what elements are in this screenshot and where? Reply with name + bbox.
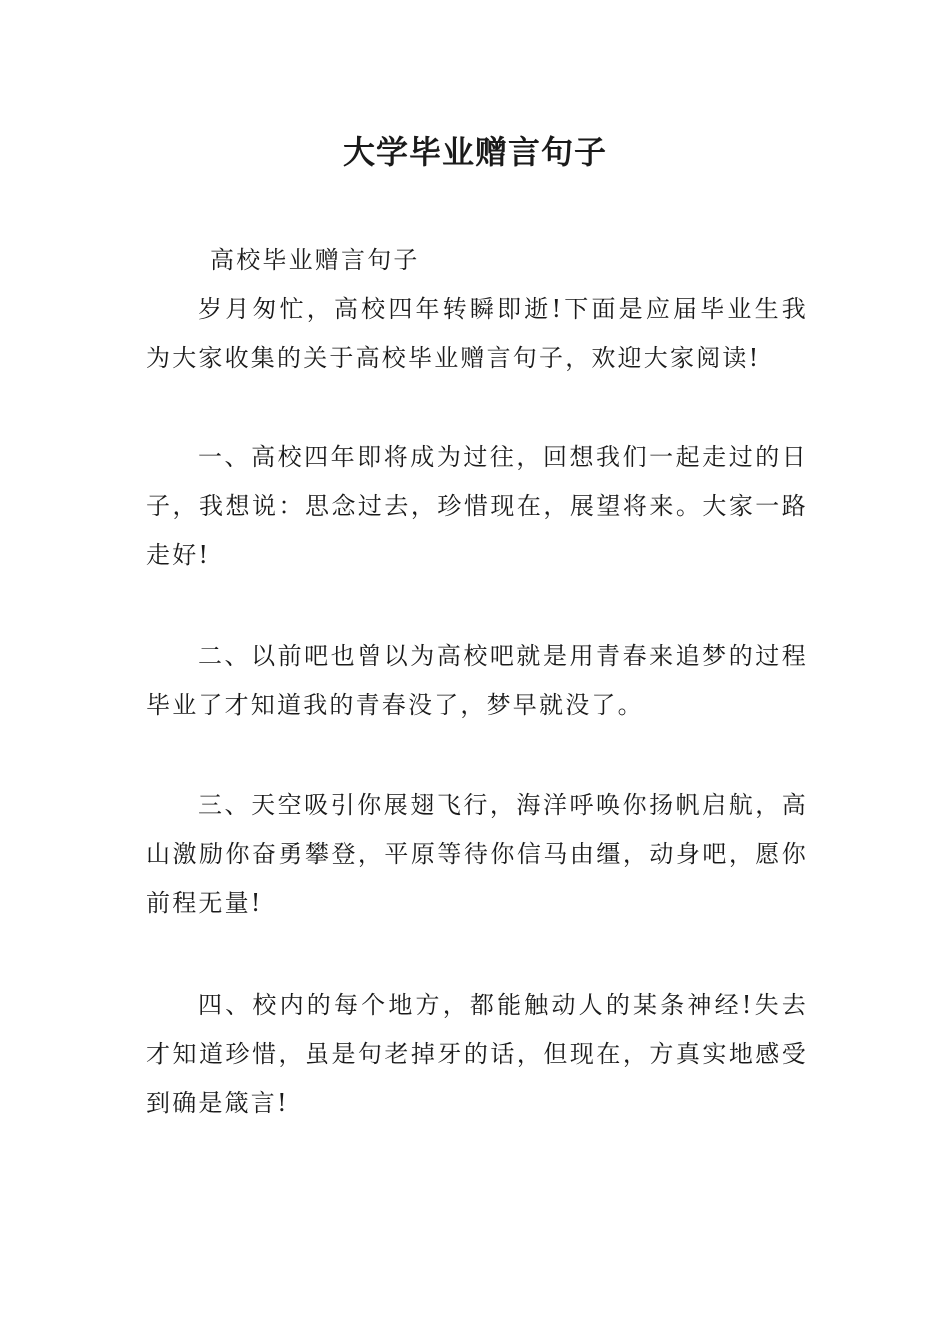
intro-paragraph: 岁月匆忙，高校四年转瞬即逝!下面是应届毕业生我为大家收集的关于高校毕业赠言句子，欢迎大家阅读! bbox=[146, 295, 808, 372]
page-title: 大学毕业赠言句子 bbox=[342, 133, 607, 171]
paragraph-3: 三、天空吸引你展翅飞行，海洋呼唤你扬帆启航，高山激励你奋勇攀登，平原等待你信马由缰，动身吧，愿你前程无量! bbox=[146, 791, 808, 917]
paragraph-2: 二、以前吧也曾以为高校吧就是用青春来追梦的过程毕业了才知道我的青春没了，梦早就没了。 bbox=[146, 642, 808, 719]
document-subtitle: 高校毕业赠言句子 bbox=[210, 246, 420, 274]
paragraph-1: 一、高校四年即将成为过往，回想我们一起走过的日子，我想说：思念过去，珍惜现在，展望将来。大家一路走好! bbox=[146, 443, 808, 569]
paragraph-4: 四、校内的每个地方，都能触动人的某条神经!失去才知道珍惜，虽是句老掉牙的话，但现在，方真实地感受到确是箴言! bbox=[146, 991, 808, 1117]
